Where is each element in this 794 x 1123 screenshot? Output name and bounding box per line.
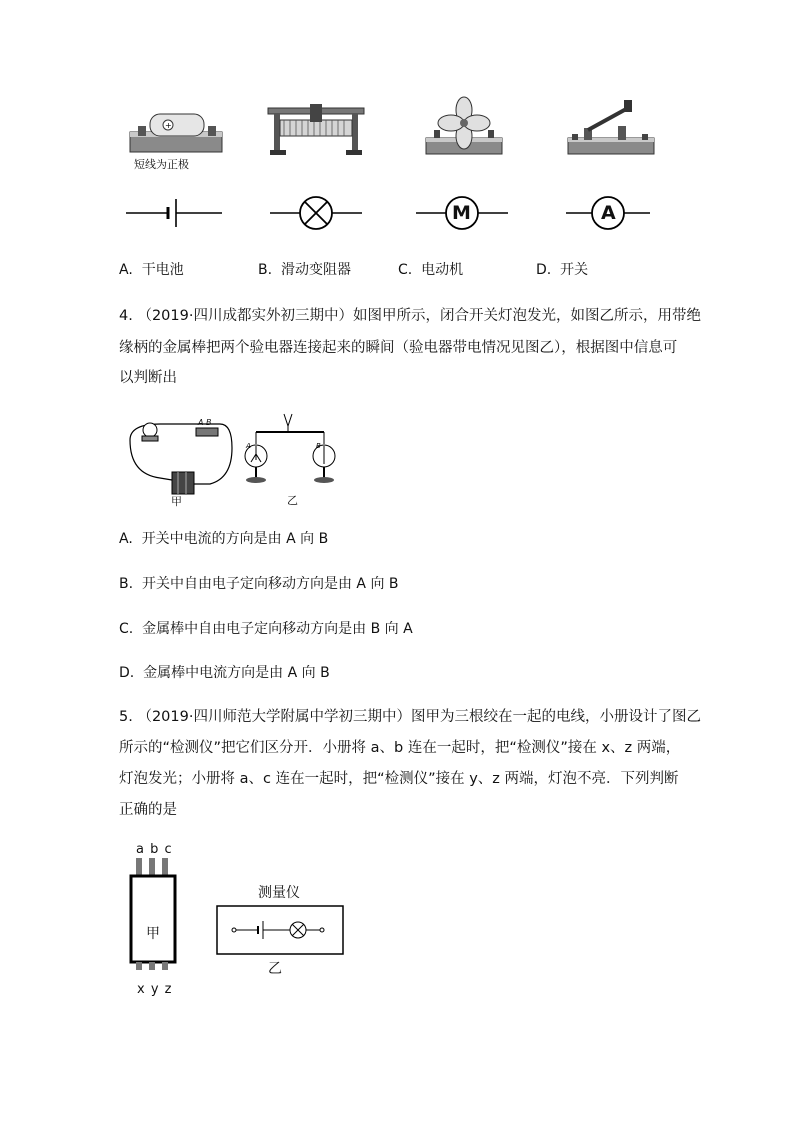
q4-stem-line-3: 以判断出: [119, 370, 177, 386]
q5-stem-line-2: 所示的“检测仪”把它们区分开．小册将 a、b 连在一起时，把“检测仪”接在 x、z 两端，: [119, 740, 681, 756]
q4-figure-yi-label: 乙: [287, 494, 298, 507]
svg-text:B: B: [316, 442, 321, 450]
q4-figure-yi-electroscopes: [240, 412, 340, 492]
q5-wire-bundle: [130, 858, 180, 970]
ammeter-symbol-letter: A: [601, 202, 616, 224]
switch-device-icon: [566, 98, 656, 158]
q5-stem-line-3: 灯泡发光；小册将 a、c 连在一起时，把“检测仪”接在 y、z 两端，灯泡不亮．下列判断: [119, 771, 679, 787]
q4-stem-line-2: 缘柄的金属棒把两个验电器连接起来的瞬间（验电器带电情况见图乙），根据图中信息可: [119, 340, 678, 356]
q4-option-d: D. 金属棒中电流方向是由 A 向 B: [119, 665, 330, 681]
rheostat-device-icon: [268, 100, 364, 160]
lamp-symbol-icon: [270, 195, 366, 231]
q5-top-labels: a b c: [136, 842, 173, 857]
q5-bottom-labels: x y z: [137, 982, 173, 997]
battery-symbol-icon: [126, 198, 226, 228]
q5-stem-line-1: 5. （2019·四川师范大学附属中学初三期中）图甲为三根绞在一起的电线，小册设计了图乙: [119, 709, 701, 725]
q5-meter-title: 测量仪: [258, 885, 300, 901]
motor-symbol-letter: M: [452, 202, 471, 224]
motor-device-icon: [424, 96, 504, 156]
svg-text:A: A: [246, 442, 251, 450]
q3-option-a: A. 干电池: [119, 262, 184, 278]
q4-option-a: A. 开关中电流的方向是由 A 向 B: [119, 531, 329, 547]
q4-figure-jia-circuit: [120, 418, 240, 498]
q4-switch-labels: A B: [198, 418, 212, 427]
q4-option-b: B. 开关中自由电子定向移动方向是由 A 向 B: [119, 576, 399, 592]
svg-text:+: +: [165, 121, 172, 130]
q5-tester-box: [216, 905, 346, 955]
q4-option-c: C. 金属棒中自由电子定向移动方向是由 B 向 A: [119, 621, 413, 637]
battery-device-icon: [128, 100, 228, 160]
q3-option-b: B. 滑动变阻器: [258, 262, 351, 278]
q4-stem-line-1: 4. （2019·四川成都实外初三期中）如图甲所示，闭合开关灯泡发光，如图乙所示，用带绝: [119, 308, 701, 324]
q5-meter-caption: 乙: [268, 961, 282, 977]
q3-option-d: D. 开关: [536, 262, 589, 278]
q3-option-c: C. 电动机: [398, 262, 464, 278]
q5-box-label: 甲: [146, 926, 160, 942]
q4-figure-jia-label: 甲: [171, 495, 182, 508]
battery-note: 短线为正极: [134, 158, 189, 171]
q5-stem-line-4: 正确的是: [119, 802, 177, 818]
